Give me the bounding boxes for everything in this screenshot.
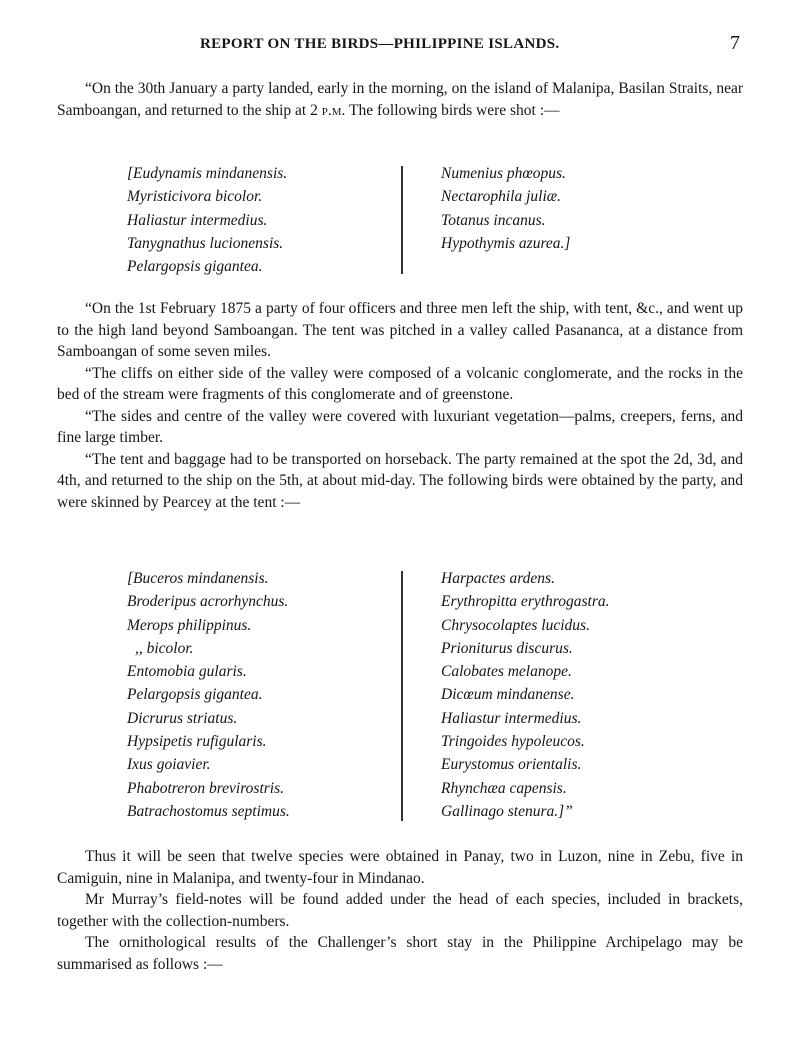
paragraph-7: Mr Murray’s field-notes will be found added under the head of each species, included in brackets, together with the collection-numbers. xyxy=(57,891,743,930)
species-item: Hypothymis azurea.] xyxy=(441,234,571,252)
species-item: Broderipus acrorhynchus. xyxy=(127,593,289,611)
column-divider xyxy=(401,166,403,274)
species-item: Dicrurus striatus. xyxy=(127,709,238,727)
paragraph-5: “The tent and baggage had to be transported on horseback. The party remained at the spot the 2d, 3d, and 4th, and returned to the ship on the 5th, at about mid-day. The following birds were obtained by the party, and were skinned by Pearcey at the tent :— xyxy=(57,450,743,511)
species-item: Dicœum mindanense. xyxy=(441,686,575,704)
page-header xyxy=(0,32,800,60)
paragraph-block-pasananca xyxy=(57,298,743,513)
species-item: Ixus goiavier. xyxy=(127,756,211,774)
paragraph-1-tail: The following birds were shot :— xyxy=(349,101,560,119)
species-item: Pelargopsis gigantea. xyxy=(127,258,263,276)
species-item: Tringoides hypoleucos. xyxy=(441,733,585,751)
species-column-left xyxy=(127,567,290,823)
species-item: [Eudynamis mindanensis. xyxy=(127,165,288,182)
species-item: Harpactes ardens. xyxy=(441,570,555,587)
species-item: Haliastur intermedius. xyxy=(127,211,268,229)
species-item: Rhynchæa capensis. xyxy=(441,779,567,797)
species-column-right xyxy=(441,567,610,823)
species-column-left xyxy=(127,162,287,278)
species-item: Merops philippinus. xyxy=(127,616,252,634)
paragraph-6: Thus it will be seen that twelve species were obtained in Panay, two in Luzon, nine in Zebu, five in Camiguin, nine in Malanipa, and twenty-four in Mindanao. xyxy=(57,848,743,887)
page-number: 7 xyxy=(730,32,740,54)
paragraph-block-summary xyxy=(57,846,743,975)
species-item: Calobates melanope. xyxy=(441,663,572,681)
species-item: Totanus incanus. xyxy=(441,211,546,229)
species-item: Phabotreron brevirostris. xyxy=(127,779,285,797)
paragraph-malanipa xyxy=(57,78,743,121)
paragraph-1 xyxy=(57,78,743,121)
species-item: Batrachostomus septimus. xyxy=(127,802,290,820)
species-item: Hypsipetis rufigularis. xyxy=(127,733,267,751)
species-item: Tanygnathus lucionensis. xyxy=(127,234,284,252)
species-column-right xyxy=(441,162,570,255)
species-item: Haliastur intermedius. xyxy=(441,709,582,727)
species-list-malanipa xyxy=(0,162,800,279)
species-item: Nectarophila juliæ. xyxy=(441,188,561,206)
species-item: Chrysocolaptes lucidus. xyxy=(441,616,590,634)
paragraph-3: “The cliffs on either side of the valley were composed of a volcanic conglomerate, and the rocks in the bed of the stream were fragments of this conglomerate and of greenstone. xyxy=(57,364,743,403)
column-divider xyxy=(401,571,403,821)
species-list-mindanao xyxy=(0,567,800,825)
species-item: Myristicivora bicolor. xyxy=(127,188,263,206)
species-item: Eurystomus orientalis. xyxy=(441,756,582,774)
species-item: Gallinago stenura.]” xyxy=(441,802,573,820)
species-item: ,, bicolor. xyxy=(135,639,194,657)
species-item: Numenius phœopus. xyxy=(441,165,566,182)
species-item: Pelargopsis gigantea. xyxy=(127,686,263,704)
species-item: Entomobia gularis. xyxy=(127,663,247,681)
running-title: REPORT ON THE BIRDS—PHILIPPINE ISLANDS. xyxy=(200,36,560,52)
species-item: Prioniturus discurus. xyxy=(441,639,573,657)
paragraph-2: “On the 1st February 1875 a party of four officers and three men left the ship, with tent, &c., and went up to the high land beyond Samboangan. The tent was pitched in a valley called Pasananca, at a distance from Samboangan of some seven miles. xyxy=(57,300,743,360)
paragraph-1-text: “On the 30th January a party landed, early in the morning, on the island of Malanipa, Basilan Straits, near Samboangan, and returned to the ship at 2 xyxy=(57,80,743,119)
time-suffix: p.m. xyxy=(321,101,346,119)
species-item: Erythropitta erythrogastra. xyxy=(441,593,610,611)
paragraph-4: “The sides and centre of the valley were covered with luxuriant vegetation—palms, creepers, ferns, and fine large timber. xyxy=(57,407,743,446)
paragraph-8: The ornithological results of the Challenger’s short stay in the Philippine Archipelago may be summarised as follows :— xyxy=(57,934,743,973)
species-item: [Buceros mindanensis. xyxy=(127,570,269,587)
